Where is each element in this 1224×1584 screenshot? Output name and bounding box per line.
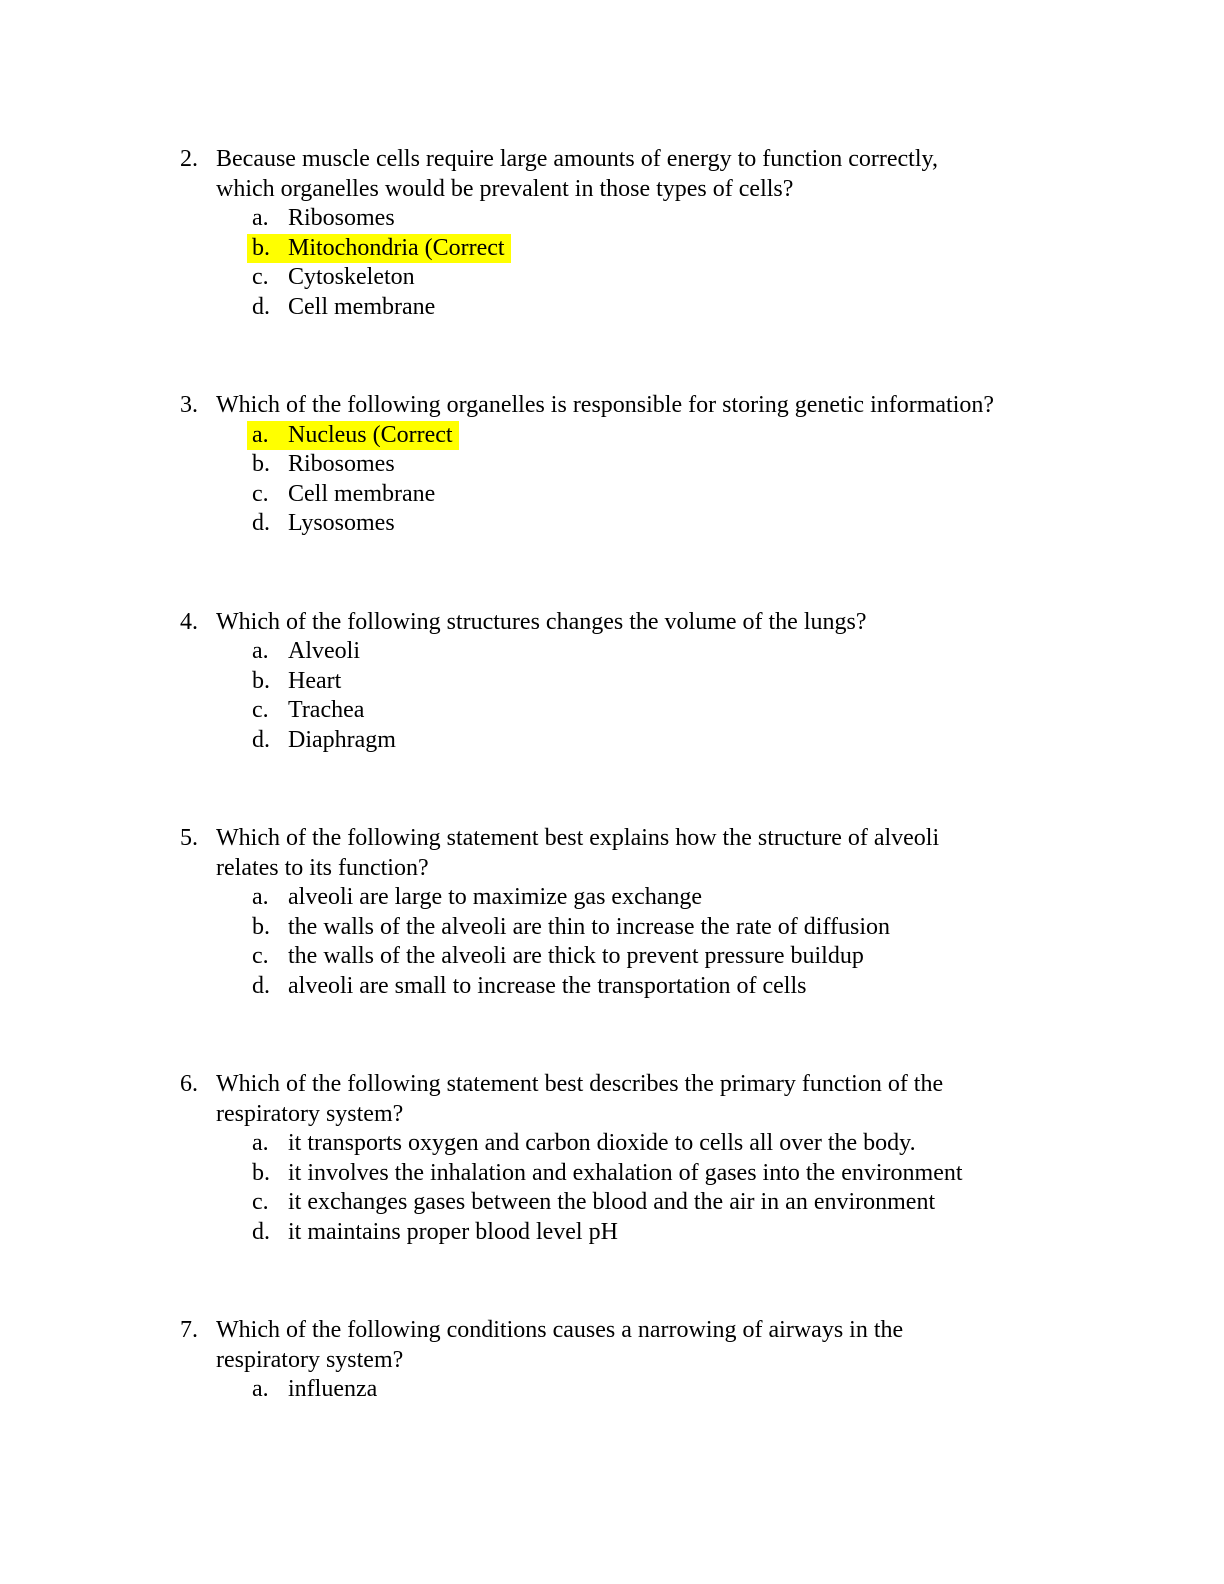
option-text: Trachea [288,697,365,723]
option-text: it involves the inhalation and exhalation of gases into the environment [288,1159,963,1186]
option-row [216,1218,1094,1248]
question-number: 7. [180,1317,198,1343]
options-list [216,204,1094,322]
question-block [0,824,1224,1001]
option-row [216,913,1094,943]
option-text: influenza [288,1376,378,1402]
answer-option [252,913,890,943]
option-marker: b. [252,451,270,477]
option-row [216,204,1094,234]
option-row [216,263,1094,293]
answer-option [252,263,415,293]
option-text: alveoli are large to maximize gas exchange [288,884,703,910]
option-row [216,509,1094,539]
answer-option [252,450,395,480]
answer-option [252,509,395,539]
option-text: it maintains proper blood level pH [288,1218,618,1245]
option-marker: d. [252,726,270,753]
option-marker: c. [252,264,269,290]
question-block [0,1070,1224,1247]
answer-option [252,293,435,323]
option-text: Heart [288,667,342,694]
option-marker: d. [252,293,270,320]
option-marker: c. [252,943,269,969]
question-text [216,824,1094,883]
answer-option [252,942,864,972]
quiz-document [0,145,1224,1474]
highlighted-answer [247,421,459,451]
option-text: Diaphragm [288,726,396,753]
question-block [0,391,1224,539]
question-text-line: Which of the following statement best describes the primary function of the [216,1071,944,1097]
option-row [216,421,1094,451]
option-marker: b. [252,667,270,694]
option-marker: a. [252,421,269,448]
option-marker: a. [252,884,269,910]
answer-option [252,696,364,726]
option-row [216,883,1094,913]
answer-option [252,1218,618,1248]
option-text: it transports oxygen and carbon dioxide to cells all over the body. [288,1130,916,1156]
answer-option [252,883,702,913]
answer-option [252,1375,377,1405]
option-row [216,942,1094,972]
option-text: Ribosomes [288,205,395,231]
option-row [216,450,1094,480]
options-list [216,1129,1094,1247]
answer-option [252,1129,916,1159]
option-text: Cell membrane [288,293,436,320]
option-row [216,480,1094,510]
answer-option [252,1159,963,1189]
option-text: Mitochondria (Correct [288,234,505,261]
option-marker: d. [252,1218,270,1245]
option-text: Cytoskeleton [288,264,415,290]
answer-option [252,1188,935,1218]
option-marker: d. [252,510,270,536]
option-text: the walls of the alveoli are thick to prevent pressure buildup [288,943,864,969]
highlighted-answer [247,234,511,264]
question-number: 5. [180,825,198,851]
option-marker: a. [252,1130,269,1156]
options-list [216,637,1094,755]
question-number: 4. [180,608,198,635]
question-block [0,1316,1224,1405]
answer-option [252,972,806,1002]
question-text [216,1070,1094,1129]
question-block [0,608,1224,756]
question-text [216,145,1094,204]
option-row [216,637,1094,667]
option-text: Cell membrane [288,480,436,507]
option-marker: d. [252,972,270,999]
option-text: Ribosomes [288,451,395,477]
option-marker: a. [252,638,269,664]
option-row [216,1375,1094,1405]
option-text: the walls of the alveoli are thin to increase the rate of diffusion [288,913,891,940]
option-text: it exchanges gases between the blood and the air in an environment [288,1189,936,1215]
options-list [216,1375,1094,1405]
question-text-line: Which of the following organelles is responsible for storing genetic information? [216,392,995,418]
question-text-line: Which of the following conditions causes a narrowing of airways in the [216,1317,904,1343]
option-row [216,667,1094,697]
option-text: Lysosomes [288,510,395,536]
option-row [216,1188,1094,1218]
question-text-line: respiratory system? [216,1100,404,1127]
options-list [216,883,1094,1001]
option-text: alveoli are small to increase the transportation of cells [288,972,807,999]
question-text-line: relates to its function? [216,854,429,881]
option-marker: a. [252,1376,269,1402]
answer-option [252,204,395,234]
question-text-line: which organelles would be prevalent in those types of cells? [216,175,794,202]
option-marker: b. [252,234,270,261]
option-text: Nucleus (Correct [288,421,453,448]
options-list [216,421,1094,539]
question-text-line: Which of the following structures changes the volume of the lungs? [216,608,867,635]
option-marker: c. [252,1189,269,1215]
question-number: 2. [180,146,198,172]
option-marker: b. [252,913,270,940]
option-text: Alveoli [288,638,360,664]
option-row [216,696,1094,726]
answer-option [252,667,341,697]
question-block [0,145,1224,322]
option-marker: b. [252,1159,270,1186]
question-text [216,608,1094,638]
question-text [216,1316,1094,1375]
option-row [216,726,1094,756]
question-number: 3. [180,392,198,418]
question-text [216,391,1094,421]
question-text-line: Which of the following statement best explains how the structure of alveoli [216,825,940,851]
option-marker: c. [252,697,269,723]
option-row [216,234,1094,264]
option-marker: a. [252,205,269,231]
answer-option [252,726,396,756]
answer-option [252,637,360,667]
option-row [216,1159,1094,1189]
answer-option [252,480,435,510]
question-number: 6. [180,1071,198,1097]
option-row [216,1129,1094,1159]
question-text-line: respiratory system? [216,1346,404,1373]
option-marker: c. [252,480,269,507]
question-text-line: Because muscle cells require large amounts of energy to function correctly, [216,146,938,172]
option-row [216,293,1094,323]
option-row [216,972,1094,1002]
